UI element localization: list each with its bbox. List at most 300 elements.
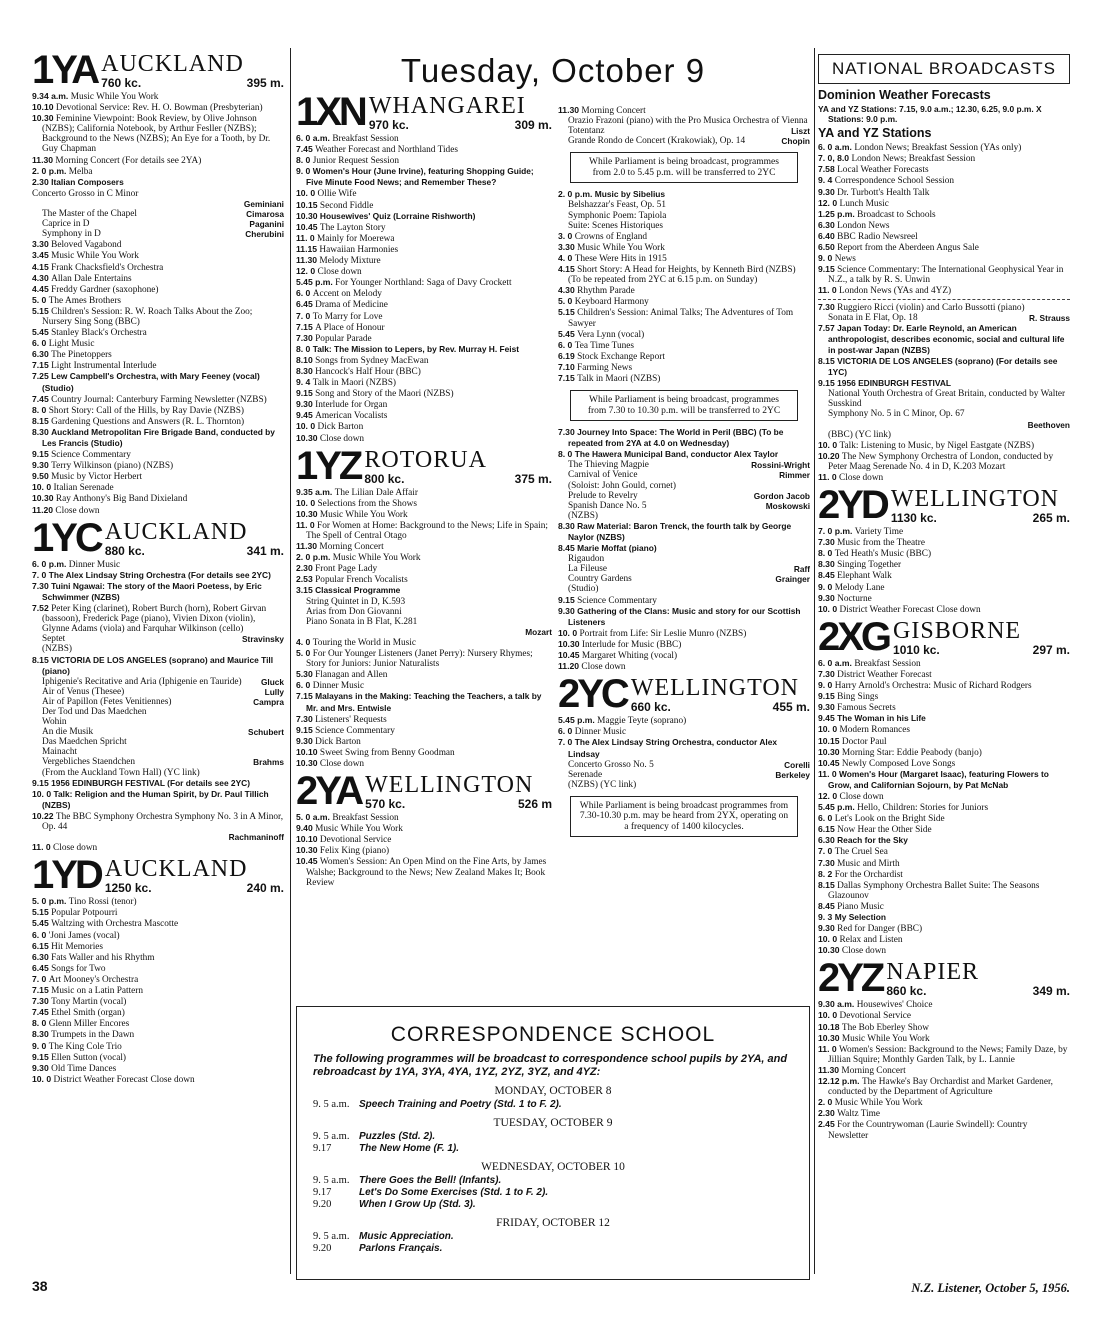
program-item — [296, 321, 552, 333]
program-time: 10. 0 — [818, 724, 840, 735]
station-kc: 880 kc. — [104, 543, 145, 558]
program-item — [32, 349, 284, 361]
program-time: 9.30 — [296, 735, 316, 746]
program-item — [818, 285, 1070, 297]
program-time: 4.15 — [558, 264, 578, 275]
program-title: Hello, Children: Stories for Juniors — [857, 803, 989, 814]
program-title: Morning Concert — [581, 106, 646, 116]
program-title: Portrait from Life: Sir Leslie Munro (NZBS) — [579, 628, 747, 639]
detail-text: Das Maedchen Spricht — [42, 737, 127, 748]
program-title: Music While You Work — [51, 251, 139, 262]
program-time: 5.45 p.m. — [818, 802, 858, 813]
program-item — [818, 208, 1070, 220]
program-time: 7.15 — [296, 321, 316, 332]
program-detail — [558, 501, 810, 511]
program-item — [32, 951, 284, 963]
program-time: 12. 0 — [818, 790, 840, 801]
composer: Campra — [253, 696, 284, 707]
program-time: 2.30 — [296, 563, 316, 574]
program-title: For the Countrywoman (Laurie Swindell): Country Newsletter — [828, 1120, 1028, 1141]
program-time: 9.30 — [818, 702, 838, 713]
program-detail — [32, 737, 284, 747]
program-time: 11. 0 — [32, 842, 54, 853]
detail-text: Iphigenie's Recitative and Aria (Iphigenie en Tauride) — [42, 676, 242, 687]
program-title: The Bob Eberley Show — [841, 1022, 929, 1033]
program-title: Junior Request Session — [312, 156, 399, 167]
program-title: London News — [837, 220, 890, 231]
program-title: Relax and Listen — [839, 935, 903, 946]
program-title: Art Mooney's Orchestra — [48, 974, 139, 985]
program-item — [558, 627, 810, 639]
program-item — [818, 603, 1070, 615]
program-item — [818, 1097, 1070, 1109]
detail-text: (Soloist: John Gould, cornet) — [568, 480, 676, 491]
program-time: 6.45 — [296, 299, 316, 310]
composer: Rimmer — [779, 470, 810, 481]
program-detail — [32, 697, 284, 707]
program-title: Breakfast Session — [332, 813, 399, 824]
program-title: Waltz Time — [837, 1109, 881, 1120]
program-time: 9.40 — [296, 823, 316, 834]
program-time: 6. 0 — [296, 680, 313, 691]
program-time: 11.15 — [296, 243, 320, 254]
program-item — [558, 650, 810, 662]
detail-text: An die Musik — [42, 727, 94, 738]
program-title: Music on a Latin Pattern — [51, 986, 144, 997]
program-detail — [558, 491, 810, 501]
program-time: 10.30 — [818, 945, 842, 956]
program-title: Women's Hour (Margaret Isaac), featuring Flowers to Grow, and Californian Sojourn, by Pat McNab — [828, 768, 1049, 790]
program-time: 11. 0 — [296, 519, 318, 530]
program-title: Music from the Theatre — [837, 538, 925, 549]
program-time: 9.34 a.m. — [32, 91, 71, 101]
station-name-block — [891, 487, 1070, 525]
program-item — [818, 581, 1070, 593]
column-3 — [558, 105, 810, 843]
program-time: 7.30 — [558, 427, 578, 438]
detail-text: The Master of the Chapel — [42, 209, 138, 220]
program-title: Science Commentary: The International Geophysical Year in N.Z., a talk by R. S. Unwin — [828, 265, 1064, 286]
program-time: 6. 0 a.m. — [296, 133, 333, 143]
program-detail — [558, 511, 810, 521]
program-detail — [32, 229, 284, 239]
program-detail — [818, 409, 1070, 419]
national-list — [818, 142, 1070, 296]
program-time: 11. 0 — [818, 285, 840, 296]
program-item — [818, 548, 1070, 560]
program-item — [296, 243, 552, 255]
program-time: 8.15 — [32, 654, 52, 665]
program-time: 6. 0 — [818, 813, 835, 824]
detail-text: Orazio Frazoni (piano) with the Pro Musica Orchestra of Vienna — [568, 116, 808, 127]
program-detail — [558, 460, 810, 470]
program-item — [32, 261, 284, 273]
program-title: Touring the World in Music — [312, 637, 417, 648]
program-item — [558, 715, 810, 727]
correspondence-row — [313, 1143, 793, 1155]
program-item — [296, 310, 552, 322]
program-time: 4.30 — [558, 285, 578, 296]
program-item — [32, 973, 284, 985]
program-title: Concerto Grosso in C Minor — [32, 188, 139, 199]
program-time: 7. 0 p.m. — [818, 526, 855, 537]
program-item — [818, 824, 1070, 836]
program-time: 5. 0 a.m. — [296, 812, 333, 823]
program-time: 10.10 — [296, 746, 320, 757]
station-city: AUCKLAND — [101, 51, 244, 77]
program-time: 8. 0 — [32, 404, 49, 415]
correspondence-row — [313, 1175, 793, 1187]
program-title: Terry Wilkinson (piano) (NZBS) — [51, 461, 174, 472]
program-item — [32, 985, 284, 997]
program-detail — [32, 727, 284, 737]
program-item — [32, 393, 284, 405]
program-item — [32, 896, 284, 908]
program-time: 10.30 — [32, 493, 56, 504]
program-title: Tea Time Tunes — [574, 340, 635, 351]
program-time: 8.30 — [818, 559, 838, 570]
program-time: 11. 0 — [818, 1043, 840, 1054]
program-item — [558, 307, 810, 329]
program-time: 9.45 — [818, 713, 838, 724]
program-item — [296, 354, 552, 366]
program-item — [296, 299, 552, 311]
program-time: 6.50 — [818, 242, 838, 253]
program-title: District Weather Forecast Close down — [839, 604, 981, 615]
program-time: 11. 0 — [296, 232, 318, 243]
station-metres: 455 m. — [772, 700, 810, 715]
program-item — [818, 735, 1070, 747]
program-title: Accent on Melody — [312, 289, 382, 300]
program-title: Bing Sings — [837, 692, 879, 703]
program-time: 8. 0 — [818, 548, 835, 559]
page-footer: N.Z. Listener, October 5, 1956. — [911, 1281, 1070, 1295]
program-title: Song and Story of the Maori (NZBS) — [315, 389, 454, 400]
column-4 — [818, 48, 1070, 1141]
program-item — [818, 1108, 1070, 1120]
program-time: 7.45 — [32, 1007, 52, 1018]
program-time: 7.10 — [558, 361, 578, 372]
detail-text: Grande Rondo de Concert (Krakowiak), Op. 14 — [568, 136, 746, 147]
detail-text: (Studio) — [568, 584, 599, 595]
station-frequency — [891, 511, 1070, 525]
station-frequency — [631, 700, 810, 714]
correspondence-title: CORRESPONDENCE SCHOOL — [390, 1023, 716, 1046]
program-item — [32, 426, 284, 449]
program-time: 3.30 — [558, 241, 578, 252]
station-header — [818, 483, 1070, 528]
composer: R. Strauss — [1028, 312, 1070, 323]
program-item — [818, 186, 1070, 198]
program-title: Close down — [841, 946, 887, 957]
program-item — [818, 999, 1070, 1011]
program-time: 9. 0 — [296, 166, 313, 177]
program-title: Devotional Service: Rev. H. O. Bowman (Presbyterian) — [55, 103, 263, 114]
program-time: 6. 0 a.m. — [818, 142, 855, 153]
program-title: Now Hear the Other Side — [837, 825, 932, 836]
program-item — [818, 242, 1070, 254]
program-item — [818, 757, 1070, 769]
program-detail — [296, 617, 552, 627]
program-title: Newly Composed Love Songs — [841, 758, 956, 769]
program-title: Ethel Smith (organ) — [51, 1008, 125, 1019]
program-title: Broadcast to Schools — [857, 209, 936, 220]
composer: Liszt — [791, 126, 810, 137]
program-item — [558, 726, 810, 738]
program-title: Light Instrumental Interlude — [51, 361, 157, 372]
program-title: Dick Barton — [317, 422, 364, 433]
program-item — [296, 166, 552, 188]
program-time: 6. 0 — [32, 338, 49, 349]
program-title: Stanley Black's Orchestra — [51, 328, 147, 339]
station-call-sign: 2XG — [818, 614, 890, 659]
program-item — [296, 277, 552, 289]
program-item — [32, 482, 284, 494]
station-name-block — [105, 520, 284, 558]
program-title: Talk: The Mission to Lepers, by Rev. Murray H. Feist — [312, 343, 520, 354]
station-1yc — [32, 515, 284, 854]
program-item — [32, 404, 284, 416]
detail-text: Concerto Grosso No. 5 — [568, 759, 654, 770]
program-title: The BBC Symphony Orchestra Symphony No. 3 in A Minor, Op. 44 — [42, 811, 284, 832]
program-time: 7.15 — [296, 691, 316, 702]
program-item — [558, 737, 810, 759]
program-item — [558, 605, 810, 628]
national-broadcasts-heading: NATIONAL BROADCASTS — [818, 54, 1070, 84]
station-2yz — [818, 958, 1070, 1140]
program-item — [32, 283, 284, 295]
program-item — [296, 421, 552, 433]
program-item — [296, 691, 552, 713]
program-title: For Women at Home: Background to the News; Life in Spain; The Spell of Central Otago — [306, 520, 548, 541]
program-item — [818, 1119, 1070, 1141]
program-time: 7.15 — [558, 372, 578, 383]
composer: Gordon Jacob — [753, 490, 810, 501]
program-time: 7. 0, 8.0 — [818, 153, 852, 164]
program-item — [296, 133, 552, 144]
program-time: 10. 0 — [296, 497, 318, 508]
program-time: 11.20 — [558, 661, 582, 672]
program-title: London News (YAs and 4YZ) — [839, 286, 952, 297]
yayz-title: YA and YZ Stations — [818, 126, 932, 141]
program-item — [818, 472, 1070, 483]
program-title: Marie Moffat (piano) — [577, 543, 657, 554]
program-time: 9.30 — [296, 399, 316, 410]
program-time: 9.30 — [818, 923, 838, 934]
column-rule — [814, 48, 815, 1274]
program-time: 5.45 p.m. — [296, 277, 336, 288]
program-detail — [32, 199, 284, 209]
program-item — [296, 332, 552, 344]
program-item — [296, 210, 552, 222]
program-title: Women's Session: Background to the News; Family Daze, by Jillian Squire; Monthly Garden Talk, by L. Lannie — [828, 1044, 1068, 1065]
weather-title: Dominion Weather Forecasts — [818, 88, 991, 102]
station-name-block — [886, 960, 1070, 998]
detail-text: Vergebliches Staendchen — [42, 757, 136, 768]
program-item — [296, 266, 552, 278]
program-time: 10. 0 — [296, 421, 318, 432]
program-time: 5. 0 — [296, 648, 313, 659]
program-time: 8. 2 — [818, 868, 835, 879]
weather-times: YA and YZ Stations: 7.15, 9.0 a.m.; 12.30, 6.25, 9.0 p.m. X Stations: 9.0 p.m. — [818, 104, 1042, 125]
station-metres: 395 m. — [246, 76, 284, 90]
program-detail — [32, 707, 284, 717]
detail-text: Piano Sonata in B Flat, K.281 — [306, 616, 418, 627]
program-time: 3.45 — [32, 250, 52, 261]
program-item — [818, 230, 1070, 242]
station-kc: 660 kc. — [630, 700, 671, 715]
composer: Paganini — [249, 219, 284, 230]
station-city: AUCKLAND — [104, 518, 248, 545]
program-title: Dinner Music — [574, 727, 627, 738]
station-name-block — [365, 773, 552, 811]
program-time: 6.30 — [32, 349, 52, 360]
program-detail — [818, 389, 1070, 409]
program-title: Interlude for Music (BBC) — [581, 639, 682, 650]
program-item — [296, 746, 552, 758]
program-title: Sweet Swing from Benny Goodman — [319, 747, 455, 758]
program-item — [296, 812, 552, 824]
program-title: Music While You Work — [332, 553, 421, 564]
program-title: Lunch Music — [839, 198, 889, 209]
program-item — [558, 230, 810, 242]
program-item — [296, 199, 552, 211]
correspondence-time: 9. 5 a.m. — [313, 1175, 350, 1186]
program-time: 7.45 — [296, 144, 316, 155]
program-time: 8.10 — [296, 354, 316, 365]
station-header — [296, 769, 552, 814]
station-call-sign: 1YD — [32, 853, 101, 898]
program-item — [32, 471, 284, 483]
program-title: Close down — [839, 791, 884, 802]
program-time: 10.30 — [296, 210, 320, 221]
program-title: Modern Romances — [839, 725, 911, 736]
program-time: 9. 3 — [818, 912, 835, 922]
program-time: 10.30 — [818, 746, 842, 757]
program-item — [32, 603, 284, 635]
program-time: 2.53 — [296, 574, 316, 585]
correspondence-day: FRIDAY, OCTOBER 12 — [496, 1217, 610, 1229]
program-item — [32, 460, 284, 472]
program-item — [558, 241, 810, 253]
program-item — [818, 301, 1070, 313]
program-title: Maggie Teyte (soprano) — [597, 716, 687, 727]
program-time: 4.15 — [32, 261, 52, 272]
program-item — [818, 868, 1070, 880]
program-time: 2.30 — [32, 176, 52, 187]
program-item — [32, 113, 284, 155]
program-time: 5.15 — [32, 305, 52, 316]
program-time: 5.30 — [296, 669, 316, 680]
program-time: 5.45 p.m. — [558, 715, 598, 726]
program-title: Trumpets in the Dawn — [51, 1030, 135, 1041]
program-time: 6.45 — [32, 962, 52, 973]
program-title: Classical Programme — [315, 585, 401, 596]
parliament-notice: While Parliament is being broadcast, programmes from 2.0 to 5.45 p.m. will be transferred to 2YC — [570, 152, 798, 183]
program-title: Ray Anthony's Big Band Dixieland — [55, 494, 188, 505]
correspondence-day: WEDNESDAY, OCTOBER 10 — [481, 1161, 625, 1173]
program-title: Close down — [581, 662, 626, 673]
program-item — [818, 1064, 1070, 1076]
program-time: 6. 0 — [558, 726, 575, 737]
program-time: 6. 0 — [32, 929, 49, 940]
program-title: Tino Rossi (tenor) — [68, 897, 137, 908]
program-item — [296, 574, 552, 586]
correspondence-programme: Speech Training and Poetry (Std. 1 to F. 2). — [359, 1099, 562, 1110]
composer: Corelli — [784, 759, 810, 770]
program-title: The Alex Lindsay String Orchestra (For details see 2YC) — [48, 569, 271, 580]
program-title: Dr. Turbott's Health Talk — [837, 187, 930, 198]
program-item — [296, 856, 552, 888]
program-time: 8.30 — [296, 365, 316, 376]
program-item — [296, 735, 552, 747]
program-item — [32, 176, 284, 188]
program-time: 9. 0 — [818, 253, 835, 264]
program-time: 9.15 — [32, 1051, 52, 1062]
program-title: Listeners' Requests — [315, 714, 387, 725]
composer: Lully — [264, 686, 284, 697]
program-title: Hancock's Half Hour (BBC) — [315, 366, 421, 377]
program-time: 9.15 — [818, 691, 838, 702]
program-time: 9. 0 — [32, 1040, 49, 1051]
program-time: 9.15 — [558, 594, 578, 605]
program-item — [558, 339, 810, 351]
program-item — [32, 962, 284, 974]
program-item — [558, 520, 810, 543]
program-item — [32, 996, 284, 1008]
program-title: The Woman in his Life — [837, 713, 926, 724]
program-title: Music While You Work — [70, 92, 159, 102]
program-title: Selections from the Shows — [317, 498, 417, 509]
program-time: 5.45 — [32, 918, 52, 929]
composer: Cimarosa — [246, 209, 284, 220]
program-item — [32, 449, 284, 461]
program-title: Dinner Music — [68, 559, 121, 570]
correspondence-programme: There Goes the Bell! (Infants). — [359, 1175, 502, 1186]
program-detail — [558, 770, 810, 780]
page-title: Tuesday, October 9 — [400, 52, 706, 89]
station-metres: 341 m. — [246, 543, 284, 558]
program-title: Science Commentary — [51, 450, 131, 461]
program-item — [296, 365, 552, 377]
composer: Brahms — [253, 757, 284, 768]
program-item — [818, 680, 1070, 692]
program-time: 8.30 — [558, 520, 578, 531]
program-time: 8. 0 — [558, 449, 575, 460]
program-item — [296, 636, 552, 648]
program-title: Doctor Paul — [841, 736, 887, 747]
correspondence-school-box — [296, 1006, 810, 1280]
program-time: 7. 0 — [296, 310, 313, 321]
program-time: 10.15 — [296, 199, 320, 210]
program-title: Elephant Walk — [837, 571, 892, 582]
station-frequency — [365, 797, 552, 811]
program-title: Farming News — [577, 362, 633, 373]
program-title: Piano Music — [837, 901, 884, 912]
program-title: Dinner Music — [312, 681, 365, 692]
program-title: The King Cole Trio — [48, 1041, 122, 1052]
station-2xg — [818, 614, 1070, 957]
program-item — [32, 305, 284, 327]
program-time: 9.30 — [558, 605, 578, 616]
station-name-block — [105, 857, 284, 895]
program-item — [296, 497, 552, 509]
station-1ya — [32, 50, 284, 516]
program-time: 11.30 — [818, 1064, 842, 1075]
program-item — [558, 105, 810, 116]
program-title: Keyboard Harmony — [574, 297, 649, 308]
composer: Cherubini — [245, 229, 284, 240]
